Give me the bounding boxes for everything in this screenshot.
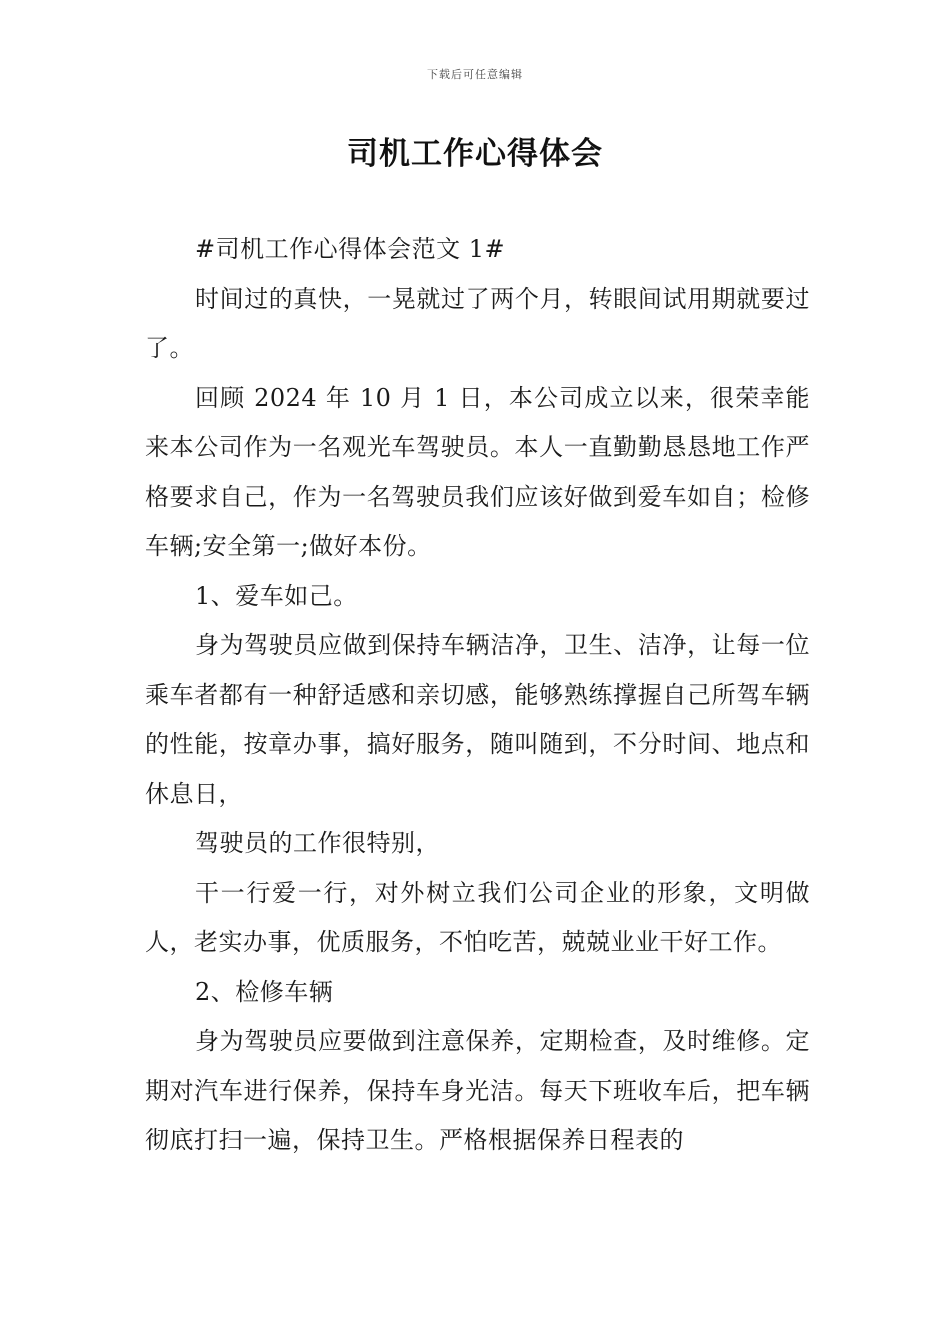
paragraph: 干一行爱一行，对外树立我们公司企业的形象，文明做人，老实办事，优质服务，不怕吃苦，兢兢业业干好工作。 — [145, 878, 810, 956]
paragraph: 身为驾驶员应做到保持车辆洁净，卫生、洁净，让每一位乘车者都有一种舒适感和亲切感，能够熟练撑握自己所驾车辆的性能，按章办事，搞好服务，随叫随到，不分时间、地点和休息日， — [145, 631, 810, 808]
paragraph: 时间过的真快，一晃就过了两个月，转眼间试用期就要过了。 — [145, 284, 810, 362]
paragraph-subheading: 1、爱车如己。 — [195, 581, 358, 610]
document-title: 司机工作心得体会 — [347, 136, 603, 172]
paragraph: 回顾 2024 年 10 月 1 日，本公司成立以来，很荣幸能来本公司作为一名观光车驾驶员。本人一直勤勤恳恳地工作严格要求自己，作为一名驾驶员我们应该好做到爱车如自；检修车辆;安全第一;做好本份。 — [145, 383, 810, 560]
paragraph-subheading: 2、检修车辆 — [195, 977, 334, 1006]
document-body — [145, 225, 810, 1166]
paragraph: 身为驾驶员应要做到注意保养，定期检查，及时维修。定期对汽车进行保养，保持车身光洁。每天下班收车后，把车辆彻底打扫一遍，保持卫生。严格根据保养日程表的 — [145, 1027, 810, 1154]
header-note: 下载后可任意编辑 — [427, 68, 523, 81]
paragraph: 驾驶员的工作很特别， — [195, 829, 440, 857]
paragraph-section-heading: #司机工作心得体会范文 1# — [195, 235, 506, 263]
